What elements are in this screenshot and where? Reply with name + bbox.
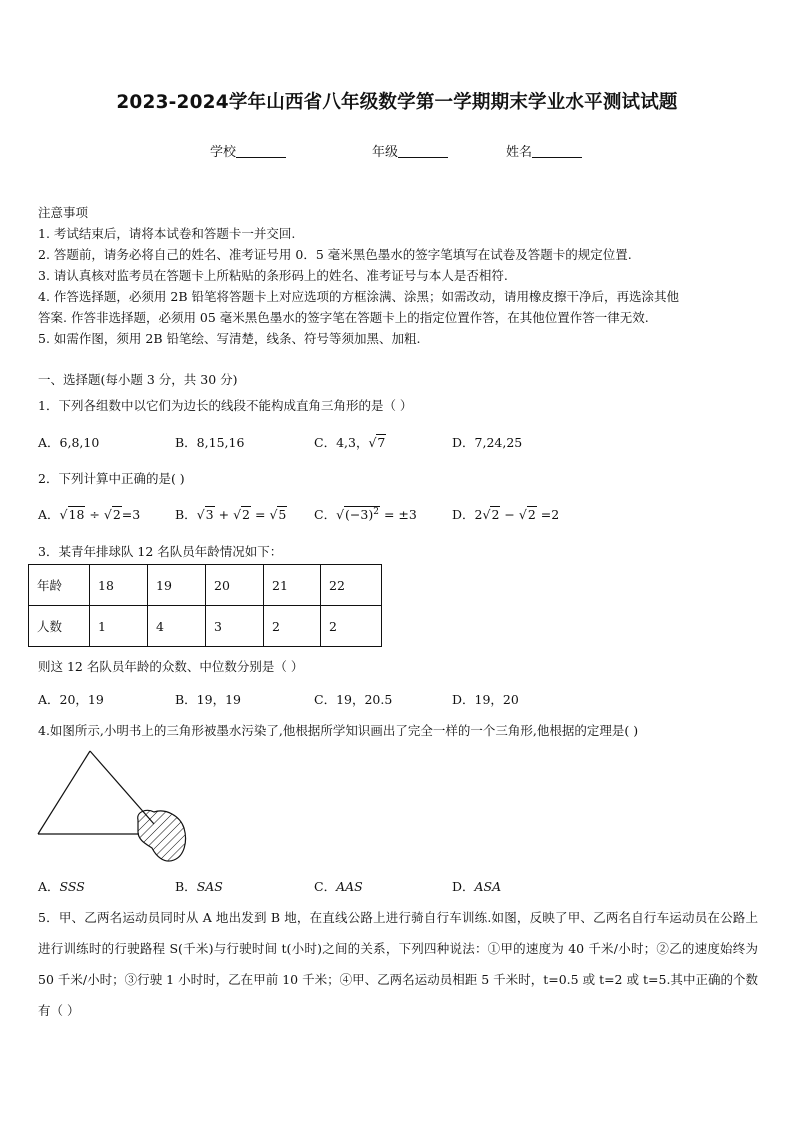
q2-option-c: C．$√(-3)^2 = \pm 3$ [314, 506, 417, 522]
question-3-question: 则这 12 名队员年龄的众数、中位数分别是（ ） [38, 659, 304, 674]
grade-field: 年级 [372, 141, 448, 160]
note-item: 4. 作答选择题，必须用 2B 铅笔将答题卡上对应选项的方框涂满、涂黑；如需改动，请用橡皮擦干净后，再选涂其他 [38, 289, 679, 304]
q3-option-d: D．19，20 [452, 692, 519, 707]
q3-option-b: B．19，19 [175, 692, 241, 707]
note-item: 3. 请认真核对监考员在答题卡上所粘贴的条形码上的姓名、准考证号与本人是否相符. [38, 268, 508, 283]
question-5-text: 5．甲、乙两名运动员同时从 A 地出发到 B 地，在直线公路上进行骑自行车训练.如图，反映了甲、乙两名自行车运动员在公路上进行训练时的行驶路程 S(千米)与行驶时间 t(小时)之间的关系，下列四种说法：①甲的速度为 40 千米/小时；②乙的速度始终为 50 千米/小时；③行驶 1 小时时，乙在甲前 10 千米；④甲、乙两名运动员相距 5 千米时，t=0.5 或 t=2 或 t=5.其中正确的个数有（ ） [38, 910, 758, 1018]
notes-heading: 注意事项 [38, 205, 89, 220]
table-cell: 3 [206, 606, 264, 647]
q2-option-a: A．√18 ÷ √2=3 [38, 507, 141, 522]
q3-option-c: C．19，20.5 [314, 692, 393, 707]
table-cell: 1 [90, 606, 148, 647]
name-field: 姓名 [506, 141, 582, 160]
q2-option-b: B．√3 + √2 = √5 [175, 507, 287, 522]
table-cell: 2 [264, 606, 321, 647]
q4-option-a: A．SSS [38, 879, 85, 894]
section-heading: 一、选择题(每小题 3 分，共 30 分) [38, 372, 238, 387]
note-item: 1. 考试结束后，请将本试卷和答题卡一并交回. [38, 226, 296, 241]
table-cell: 人数 [29, 606, 90, 647]
ink-stained-triangle-figure [34, 748, 194, 866]
page-title: 2023-2024学年山西省八年级数学第一学期期末学业水平测试试题 [116, 92, 678, 113]
triangle-side-left [38, 751, 90, 834]
q4-option-d: D．ASA [452, 879, 502, 894]
table-row [29, 565, 382, 606]
note-item: 2. 答题前，请务必将自己的姓名、准考证号用 0．5 毫米黑色墨水的签字笔填写在试卷及答题卡的规定位置. [38, 247, 632, 262]
question-1-stem: 1．下列各组数中以它们为边长的线段不能构成直角三角形的是（ ） [38, 398, 413, 413]
q1-option-d: D．7,24,25 [452, 435, 523, 450]
ink-blot [138, 810, 186, 861]
q1-option-c: C．4,3，√7 [314, 435, 386, 450]
q2-option-d: D．2√2 − √2 =2 [452, 507, 560, 522]
table-cell: 22 [321, 565, 382, 606]
question-3-stem: 3．某青年排球队 12 名队员年龄情况如下： [38, 544, 283, 559]
age-table [28, 564, 382, 647]
table-cell: 4 [148, 606, 206, 647]
q4-option-b: B．SAS [175, 879, 223, 894]
table-cell: 19 [148, 565, 206, 606]
note-item: 答案. 作答非选择题，必须用 05 毫米黑色墨水的签字笔在答题卡上的指定位置作答，在其他位置作答一律无效. [38, 310, 649, 325]
note-item: 5. 如需作图，须用 2B 铅笔绘、写清楚，线条、符号等须加黑、加粗. [38, 331, 421, 346]
table-cell: 年龄 [29, 565, 90, 606]
table-row [29, 606, 382, 647]
q4-option-c: C．AAS [314, 879, 363, 894]
table-cell: 18 [90, 565, 148, 606]
table-cell: 2 [321, 606, 382, 647]
q3-option-a: A．20，19 [38, 692, 104, 707]
school-field: 学校 [210, 141, 286, 160]
table-cell: 20 [206, 565, 264, 606]
q1-option-b: B．8,15,16 [175, 435, 245, 450]
question-2-stem: 2．下列计算中正确的是( ) [38, 471, 185, 486]
question-4-stem: 4.如图所示,小明书上的三角形被墨水污染了,他根据所学知识画出了完全一样的一个三角形,他根据的定理是( ) [38, 723, 639, 738]
table-cell: 21 [264, 565, 321, 606]
q1-option-a: A．6,8,10 [38, 435, 100, 450]
